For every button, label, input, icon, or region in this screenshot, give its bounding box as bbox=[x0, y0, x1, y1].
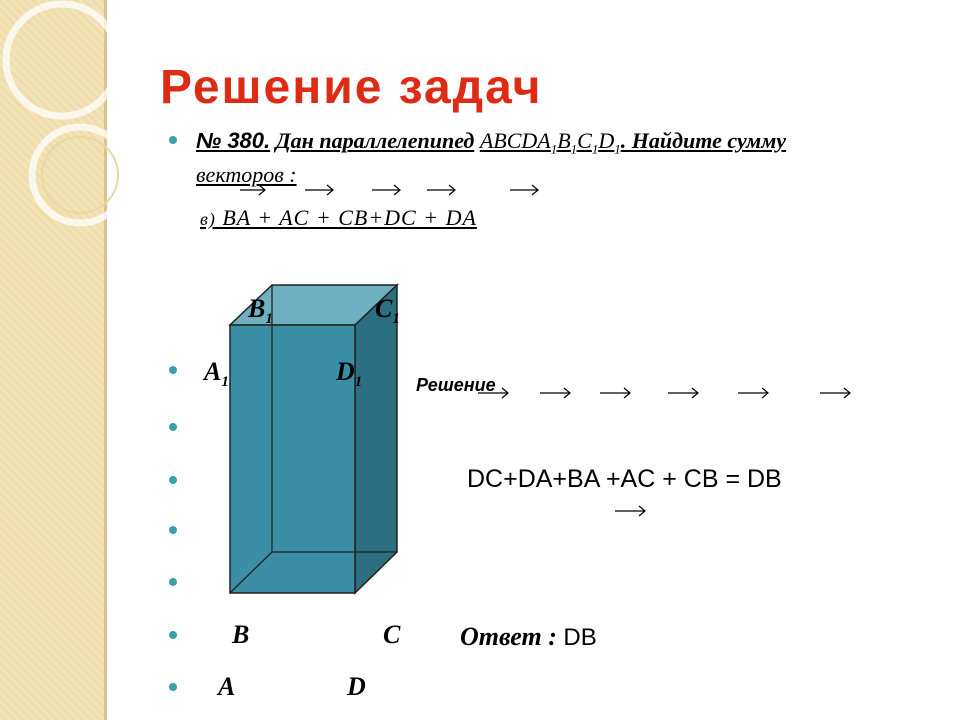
vertex-label-c: C bbox=[383, 620, 401, 649]
vector-arrow bbox=[372, 185, 400, 195]
vertex-label-b1: $B_1$ bbox=[248, 294, 273, 328]
vertex-label-d: D bbox=[347, 672, 366, 701]
solution-label: Решение bbox=[416, 375, 496, 395]
vertex-label-a1: $A_1$ bbox=[204, 357, 229, 391]
figure-name: ABCDA bbox=[479, 128, 551, 153]
figure-vertex: C bbox=[577, 128, 592, 153]
expression-text: BA + AC + CB+DC + DA bbox=[215, 205, 477, 230]
problem-line-2: векторов : bbox=[196, 162, 297, 187]
bullet-dot bbox=[169, 683, 177, 691]
subscript: 1 bbox=[550, 141, 558, 157]
subscript: 1 bbox=[614, 141, 621, 157]
vertex-label-d1: $D_1$ bbox=[336, 357, 363, 391]
vector-arrow bbox=[615, 506, 645, 516]
problem-statement bbox=[196, 128, 786, 157]
vertex-label-a: A bbox=[218, 672, 236, 701]
bullet-dot bbox=[169, 578, 177, 586]
subscript: 1 bbox=[570, 141, 578, 157]
vector-arrow bbox=[510, 185, 538, 195]
vertex-label-b: B bbox=[232, 620, 250, 649]
decorative-rings bbox=[0, 0, 200, 260]
box-side-face bbox=[355, 285, 397, 593]
bullet-dot bbox=[169, 476, 177, 484]
vector-arrow bbox=[427, 185, 455, 195]
vector-arrow bbox=[305, 185, 333, 195]
figure-vertex: B bbox=[557, 128, 571, 153]
bullet-dot bbox=[169, 136, 177, 144]
bullet-dot bbox=[169, 631, 177, 639]
vector-expression bbox=[200, 205, 477, 231]
bullet-dot bbox=[169, 366, 177, 374]
problem-given: Дан параллелепипед bbox=[275, 128, 475, 153]
part-label: в) bbox=[200, 209, 216, 229]
problem-task: . Найдите сумму bbox=[620, 128, 787, 153]
bullet-dot bbox=[169, 423, 177, 431]
problem-number: № 380. bbox=[196, 128, 271, 153]
vector-arrow bbox=[820, 388, 850, 398]
vector-arrow bbox=[600, 388, 630, 398]
solution-equation: DC+DA+BA +AC + CB = DB bbox=[467, 465, 782, 493]
answer-value: DB bbox=[563, 624, 597, 651]
answer-line bbox=[460, 622, 597, 652]
figure-vertex: D bbox=[598, 128, 615, 153]
bullet-dot bbox=[169, 526, 177, 534]
vector-arrow bbox=[540, 388, 570, 398]
slide-title: Решение задач bbox=[160, 61, 543, 114]
vector-arrow bbox=[668, 388, 698, 398]
answer-label: Ответ : bbox=[460, 622, 557, 651]
vector-arrow bbox=[738, 388, 768, 398]
vertex-label-c1: $C_1$ bbox=[375, 294, 400, 328]
subscript: 1 bbox=[591, 141, 599, 157]
